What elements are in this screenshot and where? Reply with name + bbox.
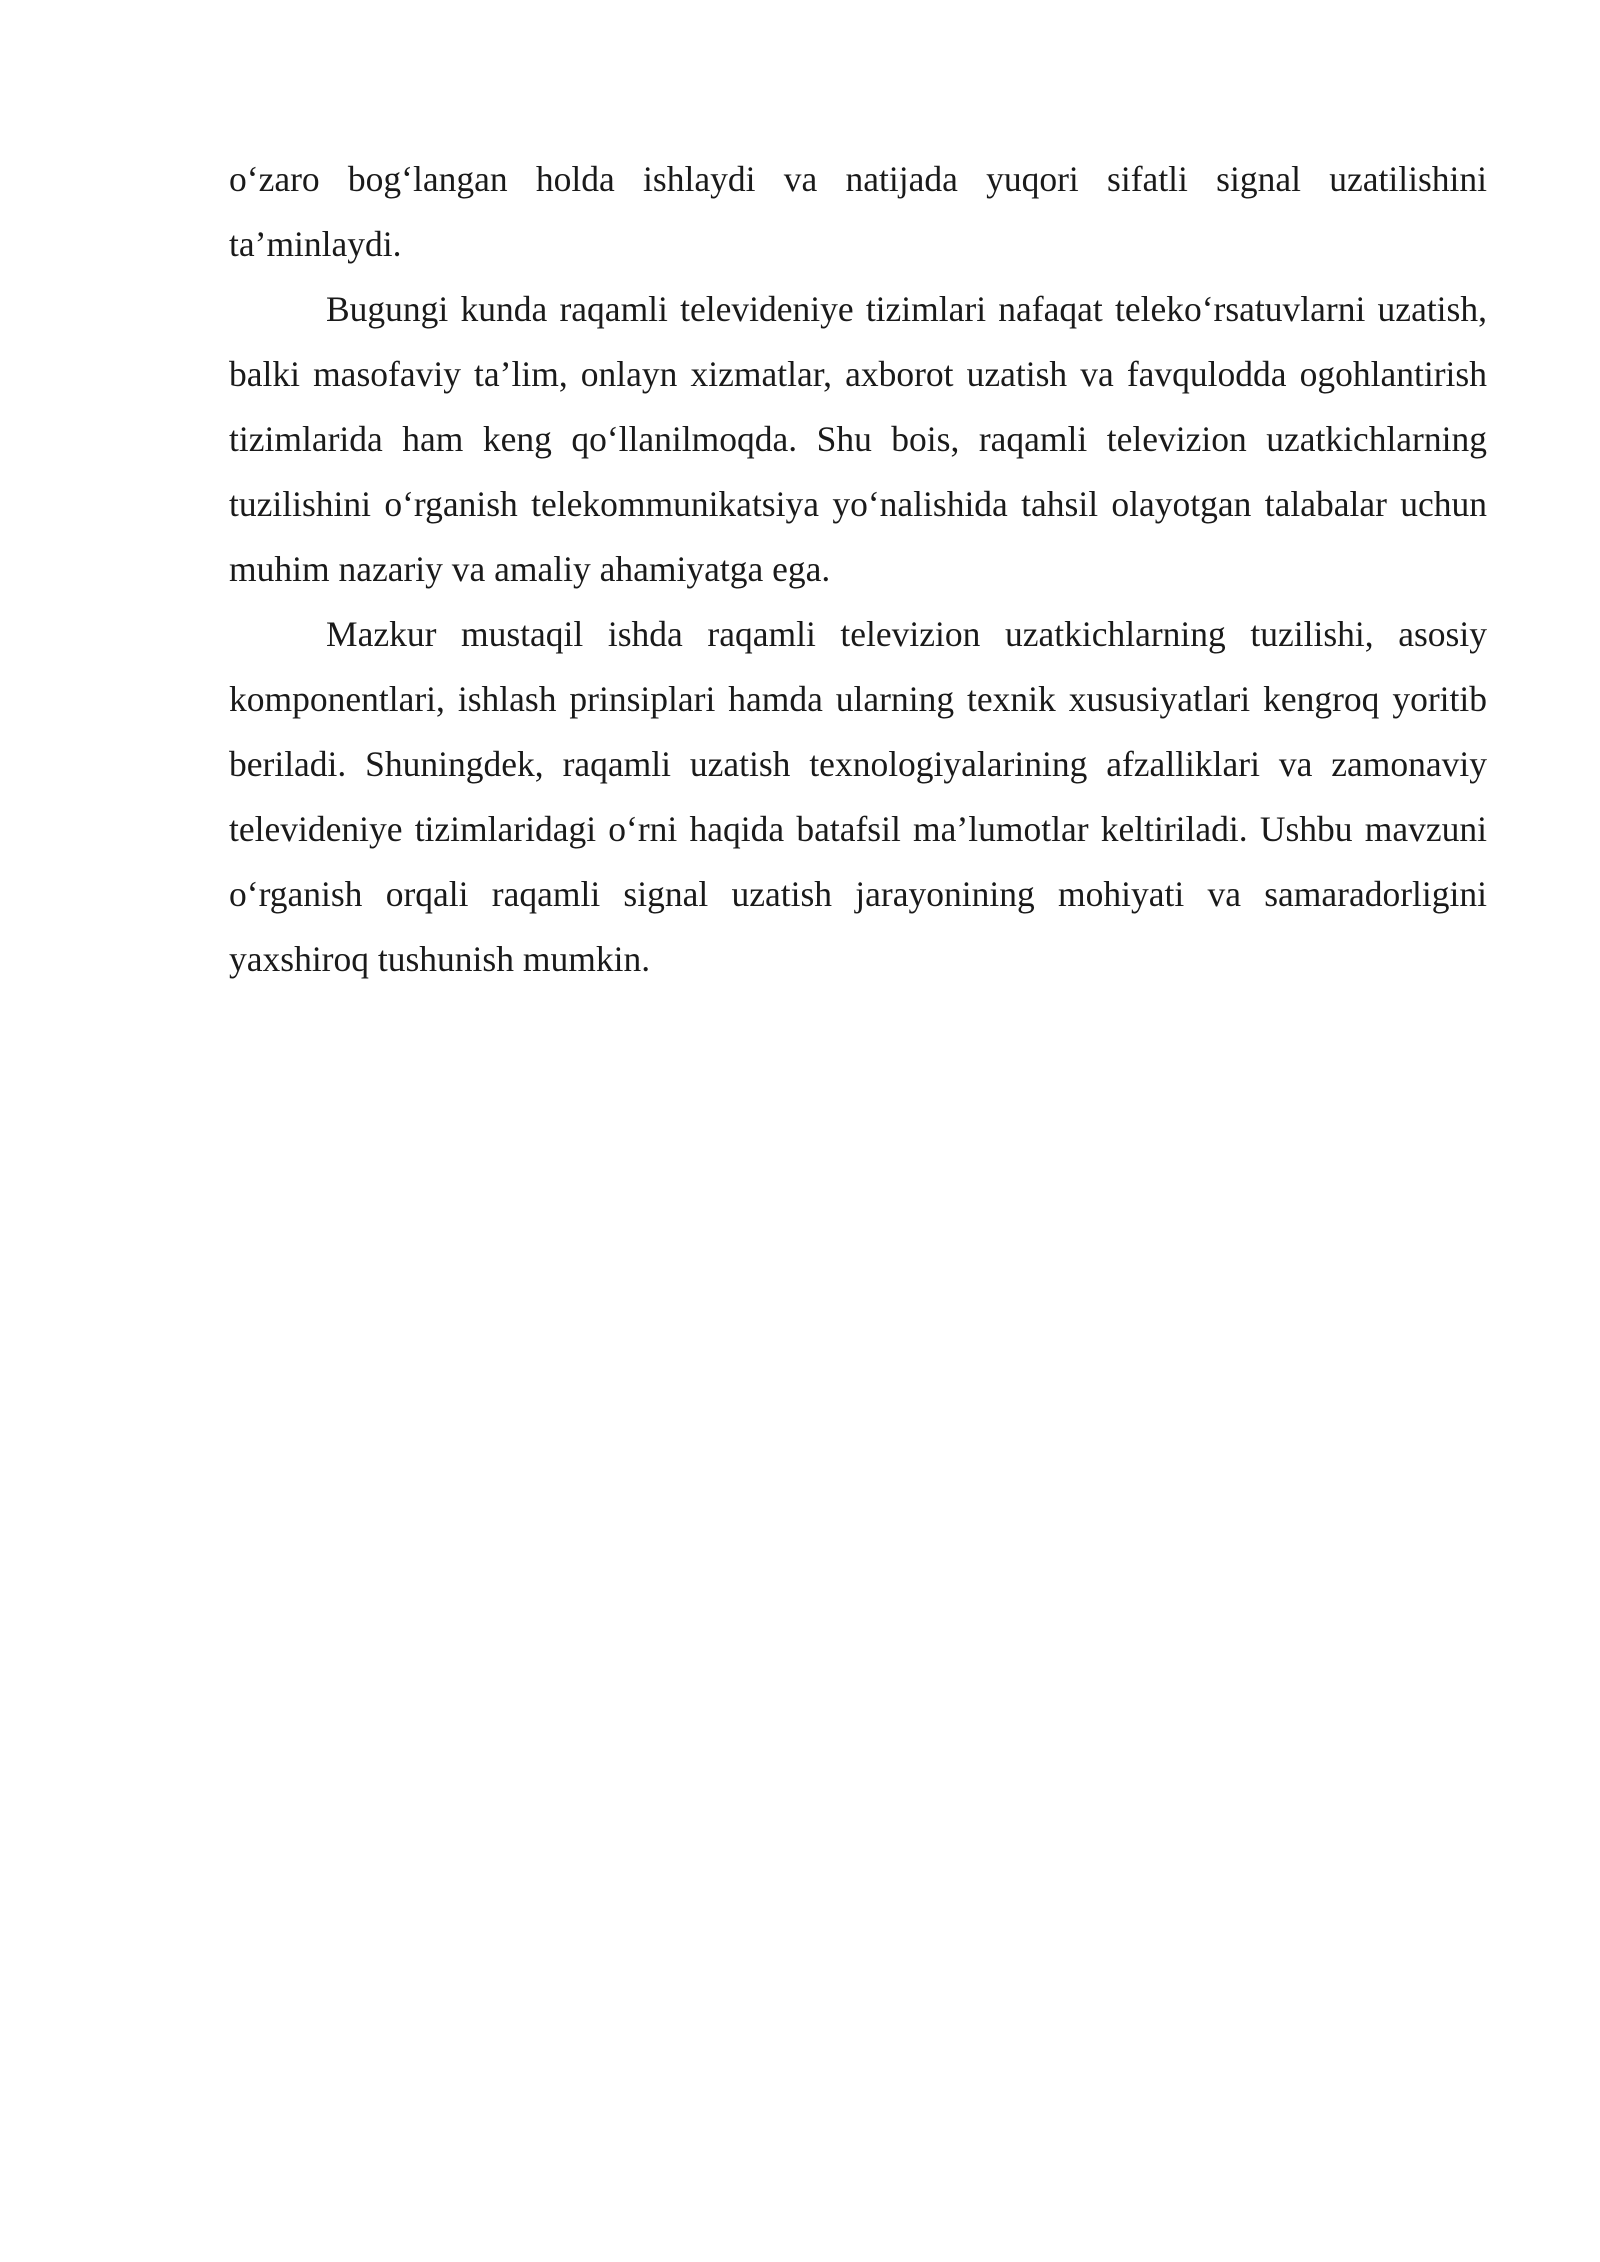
paragraph-work-overview: Mazkur mustaqil ishda raqamli televizion uzatkichlarning tuzilishi, asosiy komponentlari, ishlash prinsiplari hamda ularning texnik xususiyatlari kengroq yoritib beriladi. Shuningdek, raqamli uzatish texnologiyalarining afzalliklari va zamonaviy televideniye tizimlaridagi o‘rni haqida batafsil ma’lumotlar keltiriladi. Ushbu mavzuni o‘rganish orqali raqamli signal uzatish jarayonining mohiyati va samaradorligini yaxshiroq tushunish mumkin. bbox=[229, 614, 1487, 979]
paragraph-continuation: o‘zaro bog‘langan holda ishlaydi va natijada yuqori sifatli signal uzatilishini ta’minlaydi. bbox=[229, 159, 1487, 264]
document-body bbox=[229, 147, 1487, 992]
paragraph-applications: Bugungi kunda raqamli televideniye tizimlari nafaqat teleko‘rsatuvlarni uzatish, balki masofaviy ta’lim, onlayn xizmatlar, axborot uzatish va favqulodda ogohlantirish tizimlarida ham keng qo‘llanilmoqda. Shu bois, raqamli televizion uzatkichlarning tuzilishini o‘rganish telekommunikatsiya yo‘nalishida tahsil olayotgan talabalar uchun muhim nazariy va amaliy ahamiyatga ega. bbox=[229, 289, 1487, 589]
